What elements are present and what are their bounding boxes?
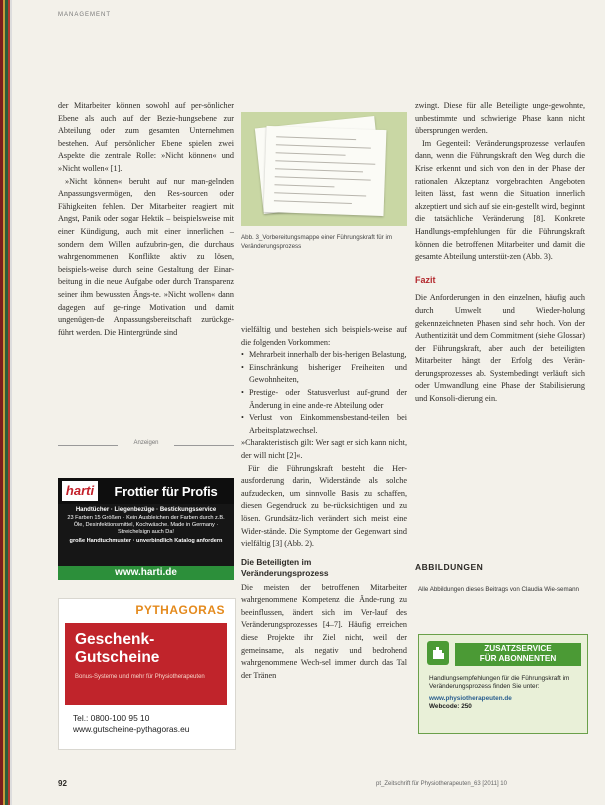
column-3 (415, 100, 585, 406)
zusatzservice-heading (455, 643, 581, 666)
col2-paragraph-3: Die meisten der betroffenen Mitarbeiter wahrgenommene Kompetenz die Ände-rung zu beeinflussen, ändert sich im Ver-lauf des Veränderungsprozesses [4–7]. Häufig erreichen diese Projekte ihr Ziel nicht, weil der gemeinsame, als negativ und bedrohend wahrgenommene Wech-sel immer durch das Tal der Tränen (241, 582, 407, 680)
fazit-heading: Fazit (415, 274, 436, 285)
harti-body: 23 Farben 15 Größen · Kein Ausbleichen der Farben durch z.B. Öle, Desinfektionsmittel, Kochwäsche. Made in Germany · Streichelsign auch Da! (67, 515, 225, 536)
list-item: • Verlust von Einkommensbestand-teilen bei Arbeitsplatzwechsel. (249, 412, 407, 437)
col2-intro: vielfältig und bestehen sich beispiels-weise auf die folgenden Vorkommen: (241, 325, 407, 347)
pythagoras-contact (73, 713, 189, 735)
harti-ad[interactable] (58, 478, 234, 580)
subheading-line-2: Veränderungsprozess (241, 567, 329, 578)
binding-edge (0, 0, 12, 805)
harti-subtitle: Handtücher · Liegenbezüge · Bestickungsservice (75, 507, 217, 513)
zusatzservice-description: Handlungsempfehlungen für die Führungskraft im Veränderungsprozess finden Sie unter: (429, 675, 570, 691)
abbildungen-heading: ABBILDUNGEN (415, 562, 484, 572)
col2-after: »Charakteristisch gilt: Wer sagt er sich kann nicht, der will nicht [2]«. (241, 438, 407, 460)
abbildungen-credit: Alle Abbildungen dieses Beitrags von Claudia Wie-semann (418, 586, 579, 593)
anzeigen-label: Anzeigen (58, 440, 234, 450)
zusatzservice-link[interactable]: www.physiotherapeuten.de (429, 694, 512, 702)
zusatzservice-text (429, 675, 583, 712)
zusatzservice-heading-2: FÜR ABONNENTEN (479, 654, 557, 663)
hand-icon (425, 639, 451, 667)
col1-paragraph-1: der Mitarbeiter können sowohl auf per-sönlicher Ebene als auch auf der Bezie-hungsebene zur Abteilung oder zum gesamten Unternehmen bestehen. Auf persönlicher Ebene spielen zwei Aspekte die zentrale Rolle: »Nicht können« und »Nicht wollen« [1]. (58, 101, 234, 173)
harti-body-2: große Handtuchmuster · unverbindlich Katalog anfordern (69, 537, 223, 544)
list-item: • Einschränkung bisheriger Freiheiten und Gewohnheiten, (249, 362, 407, 387)
column-1 (58, 100, 234, 339)
harti-logo: harti (62, 481, 98, 501)
figure-paper-front (264, 126, 387, 216)
figure-caption: Abb. 3_Vorbereitungsmappe einer Führungskraft für im Veränderungsprozess (241, 234, 392, 250)
subheading (241, 557, 407, 579)
page-number: 92 (58, 779, 67, 788)
pythagoras-tagline: Bonus-Systeme und mehr für Physiotherapeuten (75, 674, 205, 680)
column-2 (241, 324, 407, 682)
fazit-paragraph: Die Anforderungen in den einzelnen, häufig auch durch Umwelt und Wieder-holung gekennzeichneten Phasen sind sehr hoch. Von der Authentizität und dem Commitment (siehe Glossar) der Führungskraft, aber auch der beteiligten Mitarbeiter hängt der Erfolg des Verän-derungsprozesses ab. Systembedingt verläuft sich oder Umwandlung eine Phase der Stabilisierung und Konsoli-dierung ein. (415, 293, 585, 404)
harti-url[interactable]: www.harti.de (58, 566, 234, 580)
pythagoras-logo: PYTHAGORAS (135, 603, 225, 617)
zusatzservice-box (418, 634, 588, 734)
col1-paragraph-2: »Nicht können« beruht auf nur man-gelnden Anpassungsvermögen, den Res-sourcen oder Fähigkeiten fehlen. Der Mitarbeiter reagiert mit Angst, Panik oder sogar Hektik – beispielsweise mit einer Kündigung, auch mit einer innerlichen – sondern dem Willen aufzubrin-gen, die durchaus wahrgenommenen Konflikte aktiv zu lösen, beispiels-weise durch seine Gestaltung der Einar-beitung in die neue Aufgabe oder durch Transparenz seiner ihm bewussten Ängs-te. »Nicht wollen« dann dagegen auf ge-ringe Motivation und damit ungenügen-de Anpassungsbereitschaft zurückge-führt werden. Die Hintergründe sind (58, 176, 234, 337)
subheading-line-1: Die Beteiligten im (241, 556, 312, 567)
col3-paragraph-2: Im Gegenteil: Veränderungsprozesse verlaufen dann, wenn die Führungskraft den Weg durch die Krise erkennt und sich von den in der Phase der rationalen Akzeptanz vorgebrachten Angeboten leiten lässt, fast wenn die Situation innerlich akzeptiert und sich auf sie ein-gestellt wird, beginnt die tatsächliche Veränderung [8]. Konkrete Handlungs-empfehlungen für die Führungskraft können die betroffenen Mitarbeiter und damit die gesamte Abteilung unterstüt-zen (Abb. 3). (415, 138, 585, 262)
pythagoras-banner (65, 623, 227, 705)
zusatzservice-heading-1: ZUSATZSERVICE (484, 644, 552, 653)
pythagoras-headline (65, 623, 227, 667)
bullet-list (241, 349, 407, 437)
journal-footer: pt_Zeitschrift für Physiotherapeuten_63 [2011] 10 (376, 781, 507, 787)
figure-image (241, 112, 407, 226)
pythagoras-phone: Tel.: 0800-100 95 10 (73, 713, 150, 723)
list-item: • Mehrarbeit innerhalb der bis-herigen Belastung, (249, 349, 407, 362)
zusatzservice-webcode: Webcode: 250 (429, 703, 472, 711)
section-tag: MANAGEMENT (58, 12, 112, 18)
pythagoras-ad[interactable] (58, 598, 236, 750)
pythagoras-headline-1: Geschenk- (75, 631, 155, 648)
list-item: • Prestige- oder Statusverlust auf-grund der Änderung in eine ande-re Abteilung oder (249, 387, 407, 412)
harti-ad-header (58, 478, 234, 504)
pythagoras-url[interactable]: www.gutscheine-pythagoras.eu (73, 724, 190, 734)
pythagoras-headline-2: Gutscheine (75, 649, 160, 666)
col2-paragraph-2: Für die Führungskraft besteht die Her-ausforderung darin, Widerstände als solche aufzudecken, um sinnvolle Basis zu schaffen, diesen Gegendruck zu be-rücksichtigen und zu lösen. Grundsätz-lich verändert sich meist eine Wider-stände. Die Symptome der Gegenwart sind vielfältig [3] (Abb. 2). (241, 463, 407, 549)
col3-paragraph-1: zwingt. Diese für alle Beteiligte unge-gewohnte, unbestimmte und schwierige Phase kann nicht übersprungen werden. (415, 101, 585, 136)
harti-title: Frottier für Profis (114, 483, 218, 499)
